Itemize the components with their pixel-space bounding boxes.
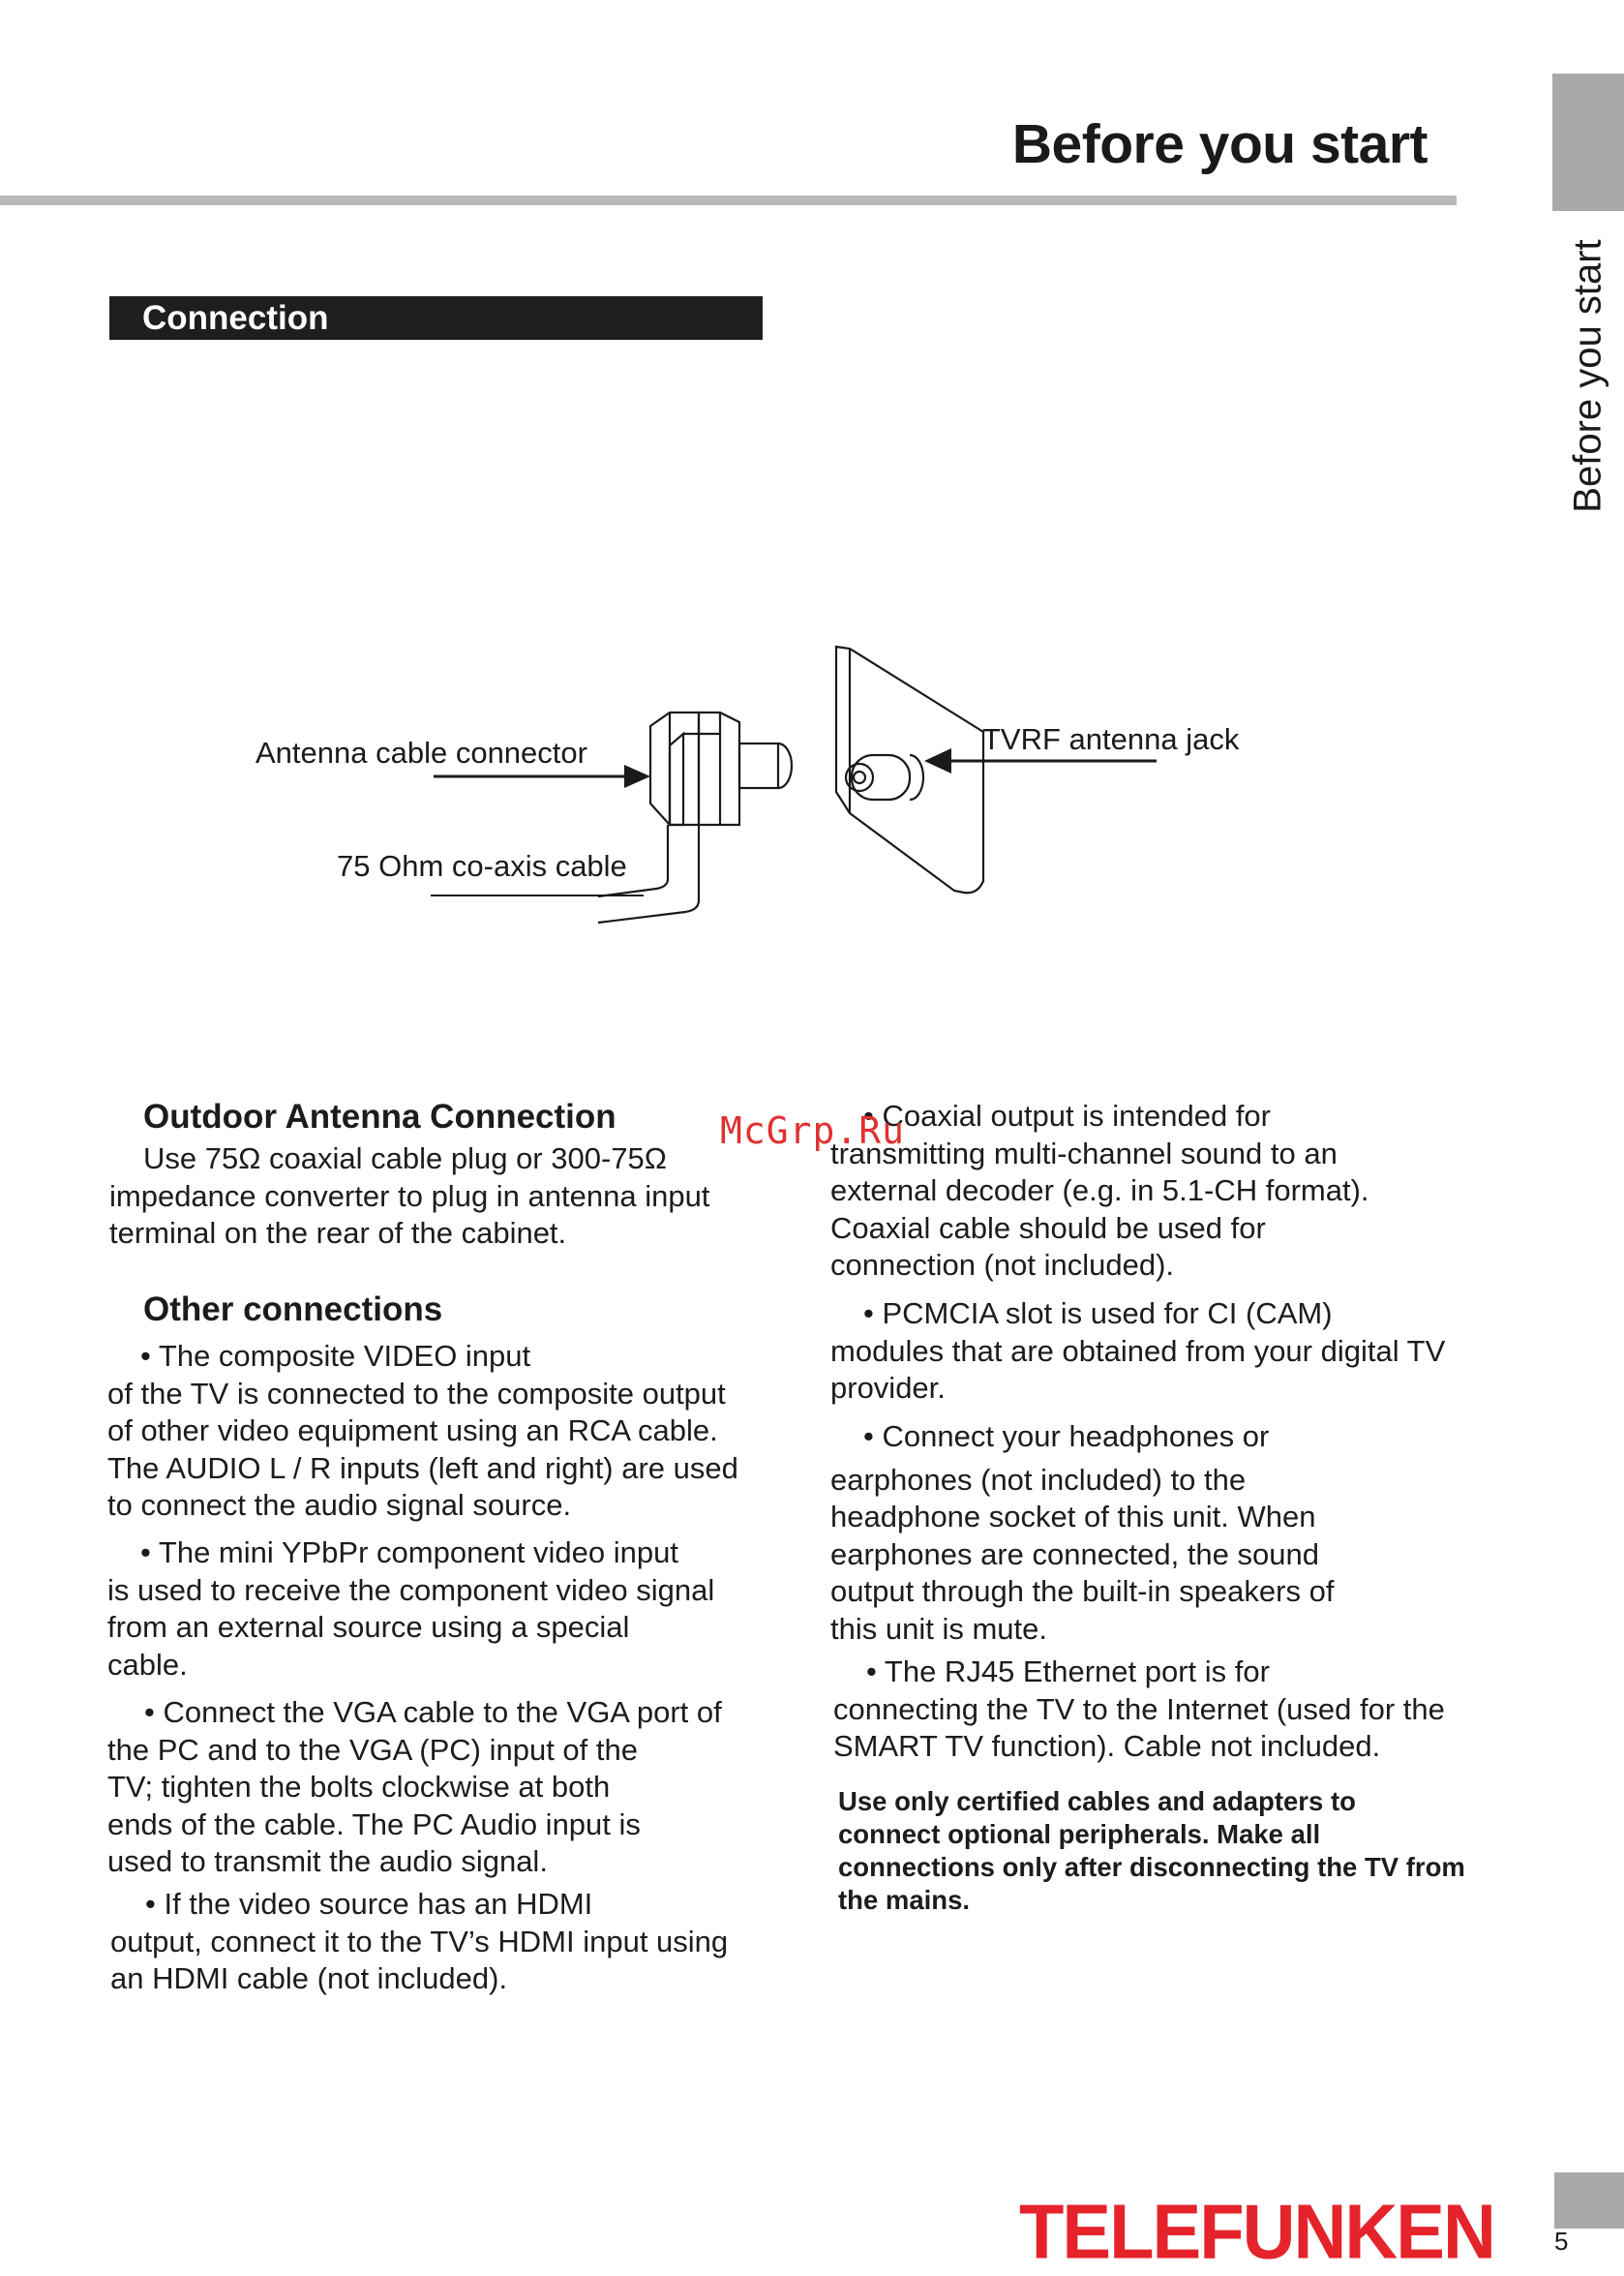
heading-outdoor-antenna: Outdoor Antenna Connection [143, 1098, 617, 1136]
text-line: • The composite VIDEO input [140, 1339, 531, 1373]
text-line: cable. [107, 1647, 188, 1682]
bullet-pcmcia [830, 1295, 1498, 1408]
brand-logo: TELEFUNKEN [1019, 2188, 1494, 2276]
text-line: connecting the TV to the Internet (used for the [833, 1691, 1445, 1726]
label-antenna-connector: Antenna cable connector [256, 736, 587, 770]
text-line: modules that are obtained from your digital TV [830, 1333, 1446, 1368]
antenna-connection-diagram [0, 620, 1355, 949]
text-line: • Connect the VGA cable to the VGA port of [144, 1695, 722, 1729]
text-line: connection (not included). [830, 1248, 1175, 1282]
text-line: SMART TV function). Cable not included. [833, 1729, 1381, 1763]
text-line: TV; tighten the bolts clockwise at both [107, 1770, 611, 1804]
text-line: • Coaxial output is intended for [863, 1099, 1271, 1133]
text-line: the mains. [838, 1885, 971, 1915]
text-line: ends of the cable. The PC Audio input is [107, 1806, 641, 1841]
heading-other-connections: Other connections [143, 1290, 443, 1328]
text-line: terminal on the rear of the cabinet. [109, 1216, 567, 1250]
text-line: headphone socket of this unit. When [830, 1500, 1316, 1533]
jack-arrow-head [924, 748, 951, 774]
text-line: Coaxial cable should be used for [830, 1210, 1266, 1245]
text-line: external decoder (e.g. in 5.1-CH format). [830, 1173, 1369, 1207]
watermark: McGrp.Ru [720, 1109, 906, 1152]
text-line: impedance converter to plug in antenna input [109, 1178, 710, 1213]
text-line: • Connect your headphones or [863, 1419, 1270, 1453]
text-line: provider. [830, 1371, 946, 1405]
page-tab-marker [1554, 2172, 1624, 2229]
page-number: 5 [1554, 2227, 1569, 2256]
text-line: of other video equipment using an RCA cable. [107, 1413, 718, 1447]
text-line: • The RJ45 Ethernet port is for [866, 1654, 1270, 1688]
bullet-hdmi [110, 1886, 778, 1998]
antenna-jack-icon [846, 755, 923, 800]
text-line: • The mini YPbPr component video input [140, 1535, 678, 1569]
bullet-coaxial-output [830, 1098, 1489, 1285]
text-line: connect optional peripherals. Make all [838, 1819, 1321, 1849]
side-section-label [1552, 235, 1624, 516]
text-line: is used to receive the component video signal [107, 1572, 715, 1607]
header-rule [0, 196, 1457, 205]
side-tab-marker [1552, 74, 1624, 211]
bullet-headphones [830, 1418, 1489, 1648]
section-title-bar: Connection [109, 296, 763, 340]
label-coax-cable: 75 Ohm co-axis cable [337, 849, 627, 883]
page-title: Before you start [1011, 113, 1428, 175]
antenna-plug-icon [650, 713, 792, 825]
text-line: output, connect it to the TV’s HDMI input using [110, 1924, 729, 1958]
text-line: this unit is mute. [830, 1611, 1047, 1646]
bullet-ethernet [833, 1654, 1501, 1766]
text-line: from an external source using a special [107, 1610, 630, 1644]
bullet-vga [107, 1694, 775, 1881]
text-line: connections only after disconnecting the TV from [838, 1852, 1465, 1882]
text-line: The AUDIO L / R inputs (left and right) are used [107, 1450, 738, 1485]
text-line: to connect the audio signal source. [107, 1488, 572, 1522]
bullet-ypbpr [107, 1534, 775, 1684]
text-line: Use 75Ω coaxial cable plug or 300-75Ω [143, 1141, 667, 1175]
bullet-composite-video [107, 1338, 775, 1525]
connector-arrow-head [624, 765, 650, 788]
text-line: • If the video source has an HDMI [145, 1887, 593, 1921]
text-line: • PCMCIA slot is used for CI (CAM) [863, 1296, 1333, 1330]
side-section-label-text: Before you start [1566, 238, 1609, 513]
text-line: of the TV is connected to the composite output [107, 1376, 726, 1411]
text-line: used to transmit the audio signal. [107, 1844, 548, 1878]
text-line: Use only certified cables and adapters to [838, 1786, 1356, 1816]
outdoor-antenna-paragraph [109, 1140, 767, 1253]
text-line: earphones (not included) to the [830, 1462, 1247, 1497]
label-antenna-jack: TVRF antenna jack [982, 722, 1240, 756]
text-line: an HDMI cable (not included). [110, 1961, 508, 1995]
safety-note [838, 1785, 1535, 1917]
text-line: transmitting multi-channel sound to an [830, 1136, 1338, 1170]
text-line: earphones are connected, the sound [830, 1536, 1319, 1571]
text-line: the PC and to the VGA (PC) input of the [107, 1732, 638, 1767]
text-line: output through the built-in speakers of [830, 1574, 1335, 1608]
